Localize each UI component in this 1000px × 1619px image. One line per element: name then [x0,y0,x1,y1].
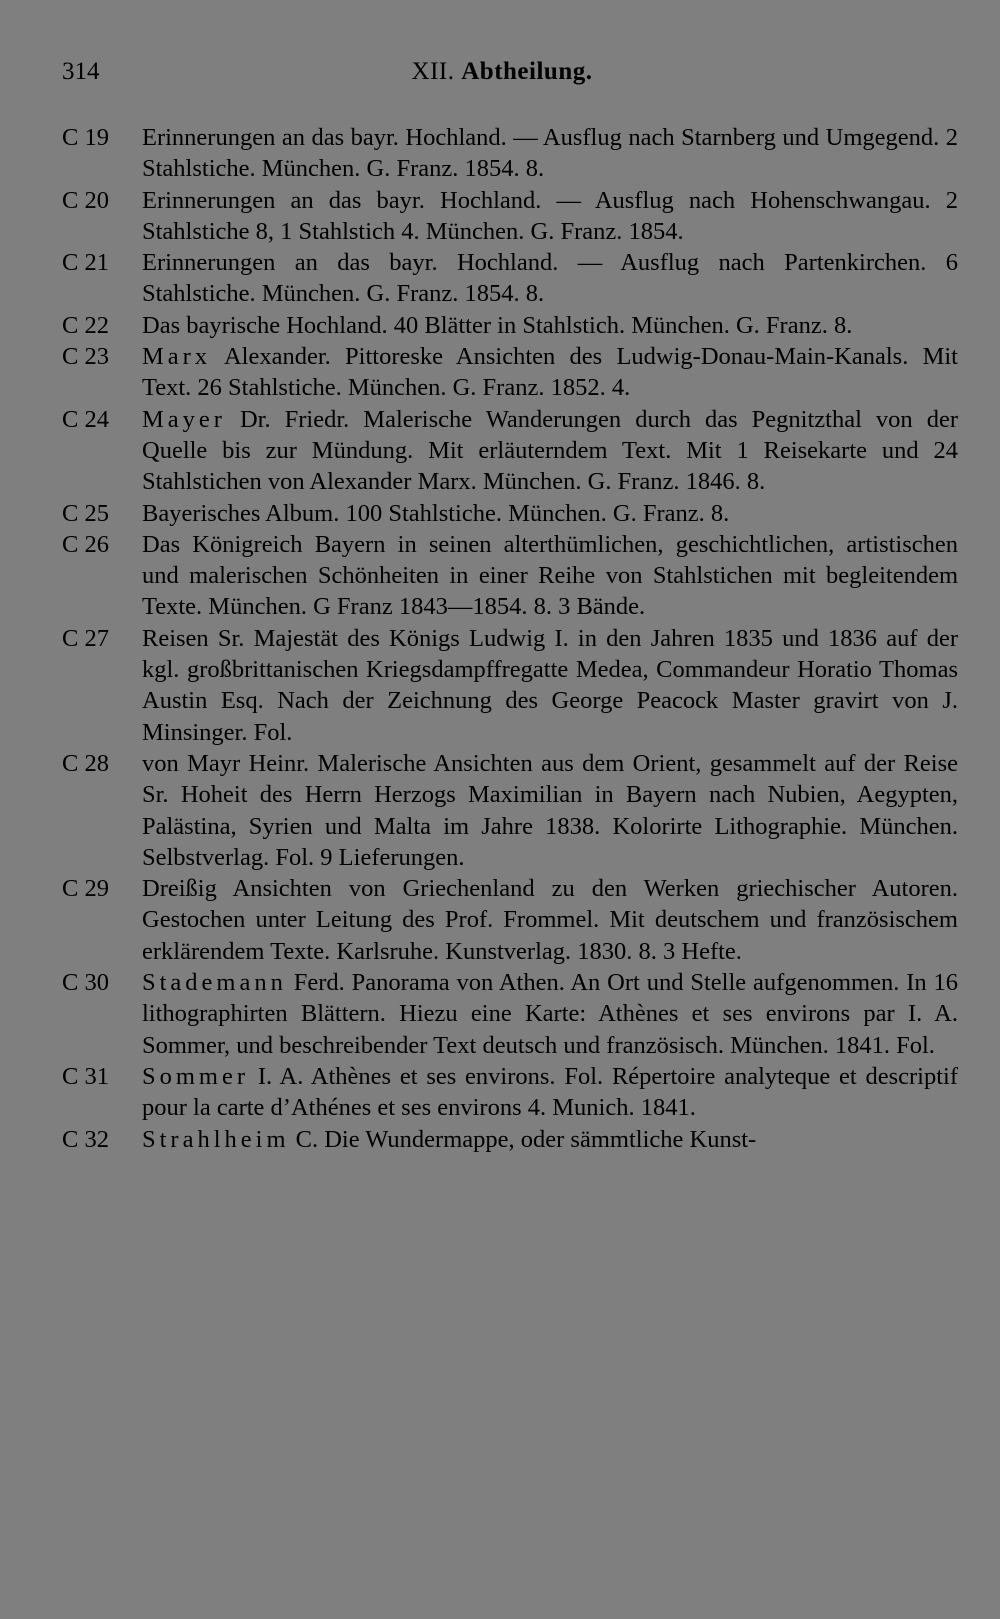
entry-author: Mayer [142,405,226,433]
entry-signature: C 26 [62,530,109,558]
entry-signature: C 24 [62,405,109,433]
entry-signature: C 27 [62,624,109,652]
catalog-entry-c23 [62,341,958,404]
catalog-entry-c24 [62,404,958,498]
catalog-entry-c31 [62,1061,958,1124]
catalog-entry-c19 [62,122,958,185]
entry-text: Bayerisches Album. 100 Stahlstiche. München. G. Franz. 8. [142,499,730,527]
catalog-entry-c22 [62,310,958,341]
entry-text: Alexander. Pittoreske Ansichten des Ludwig-Donau-Main-Kanals. Mit Text. 26 Stahlstiche. München. G. Franz. 1852. 4. [142,343,958,402]
entry-text: Erinnerungen an das bayr. Hochland. — Ausflug nach Starnberg und Umgegend. 2 Stahlstiche. München. G. Franz. 1854. 8. [142,124,958,183]
entry-signature: C 28 [62,749,109,777]
running-head-title: Abtheilung. [461,58,593,85]
catalog-entry-c28 [62,748,958,873]
entry-text: Erinnerungen an das bayr. Hochland. — Ausflug nach Hohenschwangau. 2 Stahlstiche 8, 1 Stahlstich 4. München. G. Franz. 1854. [142,186,958,245]
entry-signature: C 29 [62,875,109,903]
entry-signature: C 21 [62,249,109,277]
catalog-entry-c21 [62,247,958,310]
entry-signature: C 30 [62,969,109,997]
entry-text: Erinnerungen an das bayr. Hochland. — Ausflug nach Partenkirchen. 6 Stahlstiche. München. G. Franz. 1854. 8. [142,249,958,308]
entry-author: Marx [142,343,212,371]
entry-author: Strahlheim [142,1125,290,1153]
catalog-entry-c29 [62,873,958,967]
entry-text: von Mayr Heinr. Malerische Ansichten aus dem Orient, gesammelt auf der Reise Sr. Hoheit des Herrn Herzogs Maximilian in Bayern nach Nubien, Aegypten, Palästina, Syrien und Malta im Jahre 1838. Kolorirte Lithographie. München. Selbstverlag. Fol. 9 Lieferungen. [142,749,958,871]
entry-signature: C 23 [62,343,109,371]
entry-text: Dreißig Ansichten von Griechenland zu den Werken griechischer Autoren. Gestochen unter Leitung des Prof. Frommel. Mit deutschem und französischem erklärendem Texte. Karlsruhe. Kunstverlag. 1830. 8. 3 Hefte. [142,875,958,965]
catalog-entry-c25 [62,498,958,529]
page-number: 314 [62,58,100,85]
entry-text: C. Die Wundermappe, oder sämmtliche Kunst- [295,1125,757,1153]
entry-text: Das bayrische Hochland. 40 Blätter in Stahlstich. München. G. Franz. 8. [142,311,853,339]
catalog-entry-c27 [62,623,958,748]
catalog-entry-c30 [62,967,958,1061]
catalog-entry-c26 [62,529,958,623]
catalog-entry-c32 [62,1124,958,1155]
entry-text: Ferd. Panorama von Athen. An Ort und Stelle aufgenommen. In 16 lithographirten Blättern. Hiezu eine Karte: Athènes et ses environs par I. A. Sommer, und beschreibender Text deutsch und französisch. München. 1841. Fol. [142,969,958,1059]
running-head [62,58,942,86]
entry-author: Stademann [142,969,287,997]
entry-text: Das Königreich Bayern in seinen alterthümlichen, geschichtlichen, artistischen und malerischen Schönheiten in einer Reihe von Stahlstichen mit begleitendem Texte. München. G Franz 1843—1854. 8. 3 Bände. [142,530,958,621]
catalog-entries [62,122,958,1155]
entry-text: Dr. Friedr. Malerische Wanderungen durch das Pegnitzthal von der Quelle bis zur Mündung. Mit erläuterndem Text. Mit 1 Reisekarte und 24 Stahlstichen von Alexander Marx. München. G. Franz. 1846. 8. [142,405,958,496]
entry-author: Sommer [142,1062,250,1090]
catalog-entry-c20 [62,185,958,248]
entry-text: I. A. Athènes et ses environs. Fol. Répertoire analyteque et descriptif pour la carte d’Athénes et ses environs 4. Munich. 1841. [142,1062,959,1122]
entry-signature: C 22 [62,311,109,339]
entry-signature: C 32 [62,1125,109,1153]
page-header [62,58,942,98]
entry-text: Reisen Sr. Majestät des Königs Ludwig I. in den Jahren 1835 und 1836 auf der kgl. großbrittanischen Kriegsdampffregatte Medea, Commandeur Horatio Thomas Austin Esq. Nach der Zeichnung des George Peacock Master gravirt von J. Minsinger. Fol. [142,624,958,746]
entry-signature: C 25 [62,499,109,527]
entry-signature: C 20 [62,186,109,214]
entry-signature: C 19 [62,124,109,151]
entry-signature: C 31 [62,1062,109,1090]
running-head-numeral: XII. [411,58,455,85]
